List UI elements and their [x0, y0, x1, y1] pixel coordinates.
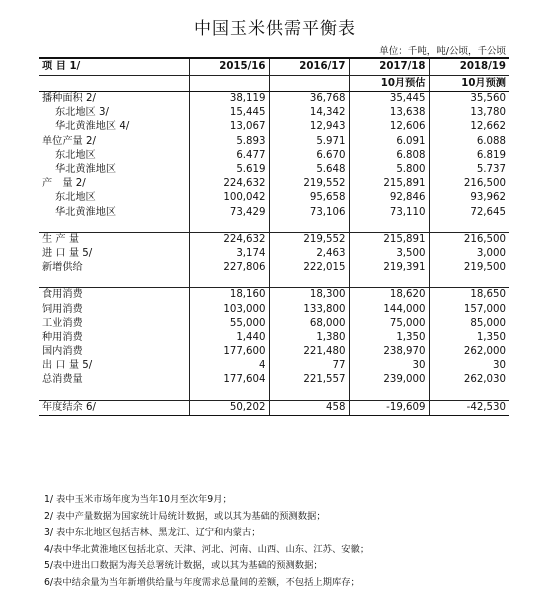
table-row: [39, 120, 509, 134]
row-value: 215,891: [349, 177, 429, 191]
row-label: 东北地区 3/: [55, 107, 109, 119]
header-sub: 10月预估: [349, 76, 429, 92]
row-value: 50,202: [189, 400, 269, 415]
row-value: 144,000: [349, 302, 429, 316]
row-label: 东北地区: [55, 192, 96, 204]
header-sub: [269, 76, 349, 92]
header-item: 项 目 1/: [39, 58, 189, 76]
table-row: [39, 177, 509, 191]
unit-label: 单位：千吨，吨/公顷，千公顷: [379, 46, 506, 57]
row-value: 38,119: [189, 92, 269, 107]
row-value: 100,042: [189, 191, 269, 205]
footnotes: [44, 492, 524, 591]
row-value: -42,530: [429, 400, 509, 415]
row-value: 221,557: [269, 373, 349, 387]
header-subrow: [39, 76, 509, 92]
row-value: 133,800: [269, 302, 349, 316]
table-row: [39, 92, 509, 107]
row-value: 3,174: [189, 247, 269, 261]
row-value: 215,891: [349, 232, 429, 247]
row-value: 222,015: [269, 261, 349, 275]
spacer-row: [39, 388, 509, 401]
header-year: 2015/16: [189, 58, 269, 76]
row-value: 3,000: [429, 247, 509, 261]
row-label: 国内消费: [42, 346, 83, 358]
row-value: 92,846: [349, 191, 429, 205]
row-label: 食用消费: [39, 288, 189, 303]
row-value: 95,658: [269, 191, 349, 205]
row-label: 产 量 2/: [42, 178, 86, 190]
table-row: [39, 345, 509, 359]
row-value: 6.670: [269, 149, 349, 163]
footnote: 2/ 表中产量数据为国家统计局统计数据，或以其为基础的预测数据；: [44, 510, 326, 522]
row-value: 73,106: [269, 206, 349, 220]
row-value: 15,445: [189, 106, 269, 120]
row-value: 13,780: [429, 106, 509, 120]
table-row: [39, 135, 509, 149]
row-value: 1,350: [429, 331, 509, 345]
row-value: 75,000: [349, 317, 429, 331]
table-row: [39, 106, 509, 120]
row-label: 进 口 量 5/: [42, 247, 93, 259]
row-value: 68,000: [269, 317, 349, 331]
table-row: [39, 149, 509, 163]
row-label: 出 口 量 5/: [42, 360, 93, 372]
row-value: 3,500: [349, 247, 429, 261]
row-value: 85,000: [429, 317, 509, 331]
table-row: [39, 163, 509, 177]
row-value: 1,350: [349, 331, 429, 345]
row-value: 12,662: [429, 120, 509, 134]
page-title: 中国玉米供需平衡表: [194, 19, 356, 39]
row-label: 华北黄淮地区: [55, 164, 117, 176]
row-label: 年度结余 6/: [39, 400, 189, 415]
row-label: 种用消费: [42, 331, 83, 343]
row-value: 6.091: [349, 135, 429, 149]
table-row: [39, 302, 509, 316]
row-value: 36,768: [269, 92, 349, 107]
footnote: 1/ 表中玉米市场年度为当年10月至次年9月；: [44, 494, 232, 505]
row-value: -19,609: [349, 400, 429, 415]
row-label: 东北地区: [55, 149, 96, 161]
spacer-row: [39, 275, 509, 288]
row-value: 55,000: [189, 317, 269, 331]
table-row: [39, 317, 509, 331]
table-row: [39, 261, 509, 275]
table-body: [39, 92, 509, 416]
row-label: 生 产 量: [39, 232, 189, 247]
table-row: [39, 232, 509, 247]
row-label: 新增供给: [42, 262, 83, 274]
row-value: 458: [269, 400, 349, 415]
row-value: 14,342: [269, 106, 349, 120]
footnote: 5/表中进出口数据为海关总署统计数据，或以其为基础的预测数据；: [44, 560, 323, 571]
table-row: [39, 359, 509, 373]
row-value: 2,463: [269, 247, 349, 261]
row-value: 77: [269, 359, 349, 373]
row-value: 18,300: [269, 288, 349, 303]
footnote: 4/表中华北黄淮地区包括北京、天津、河北、河南、山西、山东、江苏、安徽；: [44, 543, 370, 555]
row-label: 华北黄淮地区 4/: [55, 121, 130, 133]
row-value: 262,000: [429, 345, 509, 359]
row-value: 1,380: [269, 331, 349, 345]
row-value: 35,560: [429, 92, 509, 107]
row-value: 13,638: [349, 106, 429, 120]
header-sub: [189, 76, 269, 92]
row-value: 5.619: [189, 163, 269, 177]
row-value: 72,645: [429, 206, 509, 220]
spacer-row: [39, 220, 509, 233]
row-value: 224,632: [189, 177, 269, 191]
table-row: [39, 247, 509, 261]
row-value: 18,650: [429, 288, 509, 303]
row-value: 18,620: [349, 288, 429, 303]
row-value: 5.737: [429, 163, 509, 177]
row-value: 221,480: [269, 345, 349, 359]
header-year: 2017/18: [349, 58, 429, 76]
row-value: 219,391: [349, 261, 429, 275]
header-sub: 10月预测: [429, 76, 509, 92]
row-value: 5.971: [269, 135, 349, 149]
row-value: 13,067: [189, 120, 269, 134]
row-label: 总消费量: [42, 374, 83, 386]
row-value: 6.819: [429, 149, 509, 163]
row-label: 工业消费: [42, 317, 83, 329]
row-value: 216,500: [429, 177, 509, 191]
table-row: [39, 331, 509, 345]
header-year: 2018/19: [429, 58, 509, 76]
row-value: 4: [189, 359, 269, 373]
row-value: 1,440: [189, 331, 269, 345]
footnote: 3/ 表中东北地区包括吉林、黑龙江、辽宁和内蒙古；: [44, 527, 261, 538]
table-row: [39, 206, 509, 220]
row-label: 华北黄淮地区: [55, 206, 117, 218]
table-row: [39, 288, 509, 303]
row-value: 73,110: [349, 206, 429, 220]
row-value: 5.800: [349, 163, 429, 177]
row-value: 18,160: [189, 288, 269, 303]
table-row: [39, 191, 509, 205]
table-row: [39, 373, 509, 387]
row-value: 216,500: [429, 232, 509, 247]
header-row: [39, 58, 509, 76]
row-value: 5.648: [269, 163, 349, 177]
row-value: 227,806: [189, 261, 269, 275]
row-value: 157,000: [429, 302, 509, 316]
row-value: 262,030: [429, 373, 509, 387]
row-label: 播种面积 2/: [42, 93, 96, 105]
row-value: 238,970: [349, 345, 429, 359]
row-value: 30: [429, 359, 509, 373]
footnote: 6/表中结余量为当年新增供给量与年度需求总量间的差额，不包括上期库存；: [44, 576, 360, 588]
row-value: 6.808: [349, 149, 429, 163]
row-value: 35,445: [349, 92, 429, 107]
row-value: 73,429: [189, 206, 269, 220]
row-value: 224,632: [189, 232, 269, 247]
row-value: 5.893: [189, 135, 269, 149]
row-value: 6.088: [429, 135, 509, 149]
row-value: 30: [349, 359, 429, 373]
row-label: 饲用消费: [42, 303, 83, 315]
row-label: 单位产量 2/: [42, 135, 96, 147]
row-value: 12,606: [349, 120, 429, 134]
row-value: 93,962: [429, 191, 509, 205]
header-year: 2016/17: [269, 58, 349, 76]
row-value: 177,604: [189, 373, 269, 387]
row-value: 219,552: [269, 177, 349, 191]
row-value: 6.477: [189, 149, 269, 163]
row-value: 12,943: [269, 120, 349, 134]
row-value: 177,600: [189, 345, 269, 359]
row-value: 219,500: [429, 261, 509, 275]
table-row: [39, 400, 509, 415]
row-value: 239,000: [349, 373, 429, 387]
row-value: 103,000: [189, 302, 269, 316]
balance-table: [39, 57, 509, 416]
row-value: 219,552: [269, 232, 349, 247]
